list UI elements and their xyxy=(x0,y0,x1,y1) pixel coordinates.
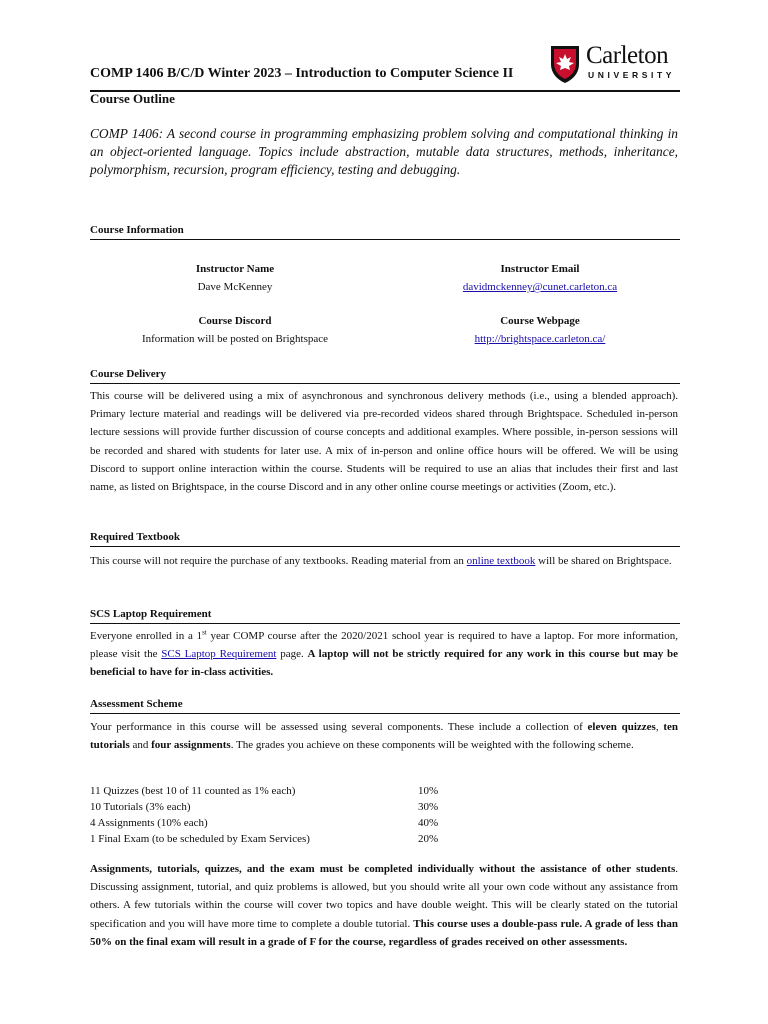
assessment-scheme-heading: Assessment Scheme xyxy=(90,698,680,714)
course-discord-cell xyxy=(90,312,380,348)
course-delivery-text: This course will be delivered using a mix of asynchronous and synchronous delivery methods (i.e., using a blended approach). Primary lecture material and readings will be delivered via pre-recorded videos shared through Brightspace. Scheduled in-person lecture sessions will provide further discussion of course concepts and additional examples. Where possible, in-person sessions will be recorded and shared with students for later use. A mix of in-person and online office hours will be offered. We will be using Discord to support online interaction within the course. Students will be required to use an alias that includes their first and last name, as listed on Brightspace, in the course Discord and in any other online course meetings or activities (Zoom, etc.). xyxy=(90,390,678,494)
laptop-sup: st xyxy=(202,628,207,637)
assessment-table xyxy=(90,783,450,847)
logo-university: UNIVERSITY xyxy=(588,70,676,80)
laptop-text-2: year COMP course after the 2020/2021 school year is required to have a laptop. For more information, please visit the xyxy=(90,630,678,661)
instructor-email-link[interactable]: davidmckenney@cunet.carleton.ca xyxy=(462,281,618,293)
assessment-row xyxy=(90,783,450,799)
required-textbook-text xyxy=(90,552,678,570)
laptop-requirement-heading: SCS Laptop Requirement xyxy=(90,608,680,624)
assessment-component: 1 Final Exam (to be scheduled by Exam Services) xyxy=(90,833,310,845)
course-outline-label: Course Outline xyxy=(90,91,175,106)
individual-work-rule: Assignments, tutorials, quizzes, and the exam must be completed individually without the assistance of other students xyxy=(90,863,676,875)
assessment-rules-body: . Discussing assignment, tutorial, and quiz problems is allowed, but you should write all your own code without any assistance from others. A few tutorials within the course will cover two topics and have double weight. This will be clearly stated on the tutorial specification and you will have more time to complete a double tutorial. xyxy=(90,863,678,930)
course-information-heading: Course Information xyxy=(90,224,680,240)
assessment-row xyxy=(90,815,450,831)
assessment-row xyxy=(90,799,450,815)
assessment-bold-1: eleven quizzes xyxy=(587,721,656,733)
assessment-component: 4 Assignments (10% each) xyxy=(90,817,208,829)
instructor-name-label: Instructor Name xyxy=(195,263,275,275)
course-webpage-link[interactable]: http://brightspace.carleton.ca/ xyxy=(474,333,606,345)
textbook-text-after: will be shared on Brightspace. xyxy=(535,555,672,567)
laptop-text-3: page. xyxy=(276,648,308,661)
logo-wordmark: Carleton xyxy=(586,42,669,69)
assessment-component: 10 Tutorials (3% each) xyxy=(90,801,191,813)
textbook-text-before: This course will not require the purchase of any textbooks. Reading material from an xyxy=(90,555,467,567)
assessment-bold-3: four assignments xyxy=(151,739,231,752)
assessment-intro-text xyxy=(90,718,678,754)
laptop-text-1: Everyone enrolled in a 1 xyxy=(90,630,203,642)
assessment-rules-text xyxy=(90,860,678,951)
laptop-bold-note: A laptop will not be strictly required for any work in this course but may be beneficial to have for in-class activities. xyxy=(90,648,678,679)
assessment-text-4: . The grades you achieve on these components will be weighted with the following scheme. xyxy=(230,739,634,752)
assessment-weight: 10% xyxy=(418,785,439,797)
assessment-text-1: Your performance in this course will be assessed using several components. These include a collection of xyxy=(90,721,588,733)
laptop-requirement-text xyxy=(90,627,678,682)
online-textbook-link[interactable]: online textbook xyxy=(466,555,536,567)
assessment-text-3: and xyxy=(129,739,152,752)
scs-laptop-requirement-link[interactable]: SCS Laptop Requirement xyxy=(161,648,277,661)
course-description: COMP 1406: A second course in programming emphasizing problem solving and computational thinking in an object-oriented language. Topics include abstraction, mutable data structures, methods, inheritance, polymorphism, recursion, program efficiency, testing and debugging. xyxy=(90,126,678,177)
instructor-name-cell xyxy=(90,260,380,296)
carleton-crest-icon xyxy=(548,44,582,84)
assessment-weight: 30% xyxy=(418,801,439,813)
assessment-row xyxy=(90,831,450,847)
course-webpage-cell xyxy=(395,312,685,348)
instructor-email-cell xyxy=(395,260,685,296)
instructor-email-label: Instructor Email xyxy=(500,263,580,275)
document-header xyxy=(90,44,680,92)
assessment-text-2: , xyxy=(655,721,664,733)
course-delivery-heading: Course Delivery xyxy=(90,368,680,384)
assessment-weight: 20% xyxy=(418,833,439,845)
assessment-component: 11 Quizzes (best 10 of 11 counted as 1% each) xyxy=(90,785,296,797)
assessment-weight: 40% xyxy=(418,817,439,829)
course-discord-label: Course Discord xyxy=(198,315,272,327)
course-title: COMP 1406 B/C/D Winter 2023 – Introduction to Computer Science II xyxy=(90,66,514,81)
double-pass-rule: This course uses a double-pass rule. A grade of less than 50% on the final exam will result in a grade of F for the course, regardless of grades received on other assessments. xyxy=(90,917,678,948)
required-textbook-heading: Required Textbook xyxy=(90,531,680,547)
instructor-name: Dave McKenney xyxy=(197,281,273,293)
assessment-bold-2: ten tutorials xyxy=(90,721,678,752)
course-webpage-label: Course Webpage xyxy=(500,315,580,327)
course-discord-value: Information will be posted on Brightspace xyxy=(141,333,329,345)
carleton-logo xyxy=(548,44,680,84)
